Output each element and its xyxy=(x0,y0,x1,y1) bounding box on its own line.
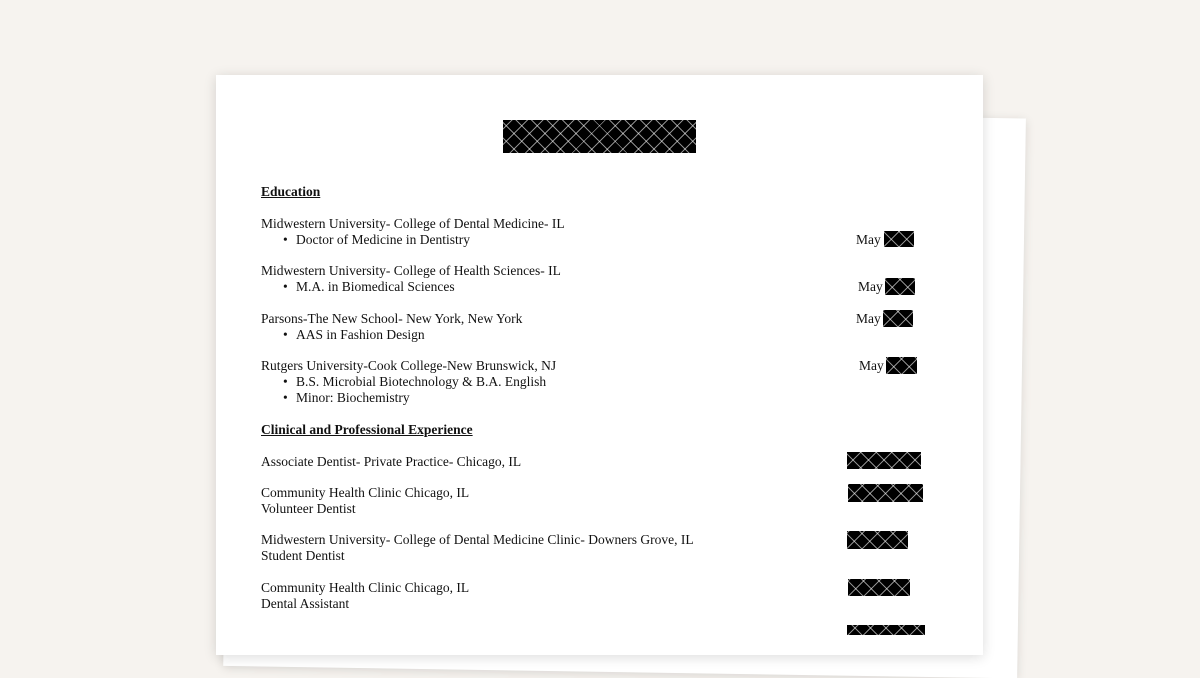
redacted-year xyxy=(884,231,914,247)
exp-1-title: Associate Dentist- Private Practice- Chicago, IL xyxy=(261,454,522,469)
edu-3-bullet-1: • AAS in Fashion Design xyxy=(296,327,425,343)
exp-4-role: Dental Assistant xyxy=(261,596,350,611)
edu-4-date: May xyxy=(859,358,884,373)
exp-2-title: Community Health Clinic Chicago, IL xyxy=(261,485,470,500)
redacted-dates xyxy=(847,452,921,469)
edu-3-date: May xyxy=(856,311,881,326)
edu-1-bullet-1: • Doctor of Medicine in Dentistry xyxy=(296,232,470,248)
redacted-dates xyxy=(848,579,910,596)
edu-4-bullet-1: • B.S. Microbial Biotechnology & B.A. English xyxy=(296,374,546,390)
redacted-dates xyxy=(847,531,908,549)
edu-2-date: May xyxy=(858,279,883,294)
edu-2-institution: Midwestern University- College of Health Sciences- IL xyxy=(261,263,561,278)
redacted-year xyxy=(886,357,917,374)
edu-1-institution: Midwestern University- College of Dental Medicine- IL xyxy=(261,216,565,231)
edu-4-bullet-2: • Minor: Biochemistry xyxy=(296,390,410,406)
exp-4-title: Community Health Clinic Chicago, IL xyxy=(261,580,470,595)
redacted-year xyxy=(883,310,913,327)
redacted-name xyxy=(503,120,696,153)
education-heading: Education xyxy=(261,184,321,199)
experience-heading: Clinical and Professional Experience xyxy=(261,422,473,437)
edu-3-institution: Parsons-The New School- New York, New York xyxy=(261,311,523,326)
redacted-year xyxy=(885,278,915,295)
edu-2-bullet-1: • M.A. in Biomedical Sciences xyxy=(296,279,455,295)
redacted-dates xyxy=(848,484,923,502)
exp-3-role: Student Dentist xyxy=(261,548,345,563)
edu-4-institution: Rutgers University-Cook College-New Brunswick, NJ xyxy=(261,358,557,373)
edu-1-date: May xyxy=(856,232,881,247)
exp-2-role: Volunteer Dentist xyxy=(261,501,356,516)
exp-3-title: Midwestern University- College of Dental Medicine Clinic- Downers Grove, IL xyxy=(261,532,694,547)
redacted-dates xyxy=(847,625,925,635)
resume-page xyxy=(216,75,983,655)
